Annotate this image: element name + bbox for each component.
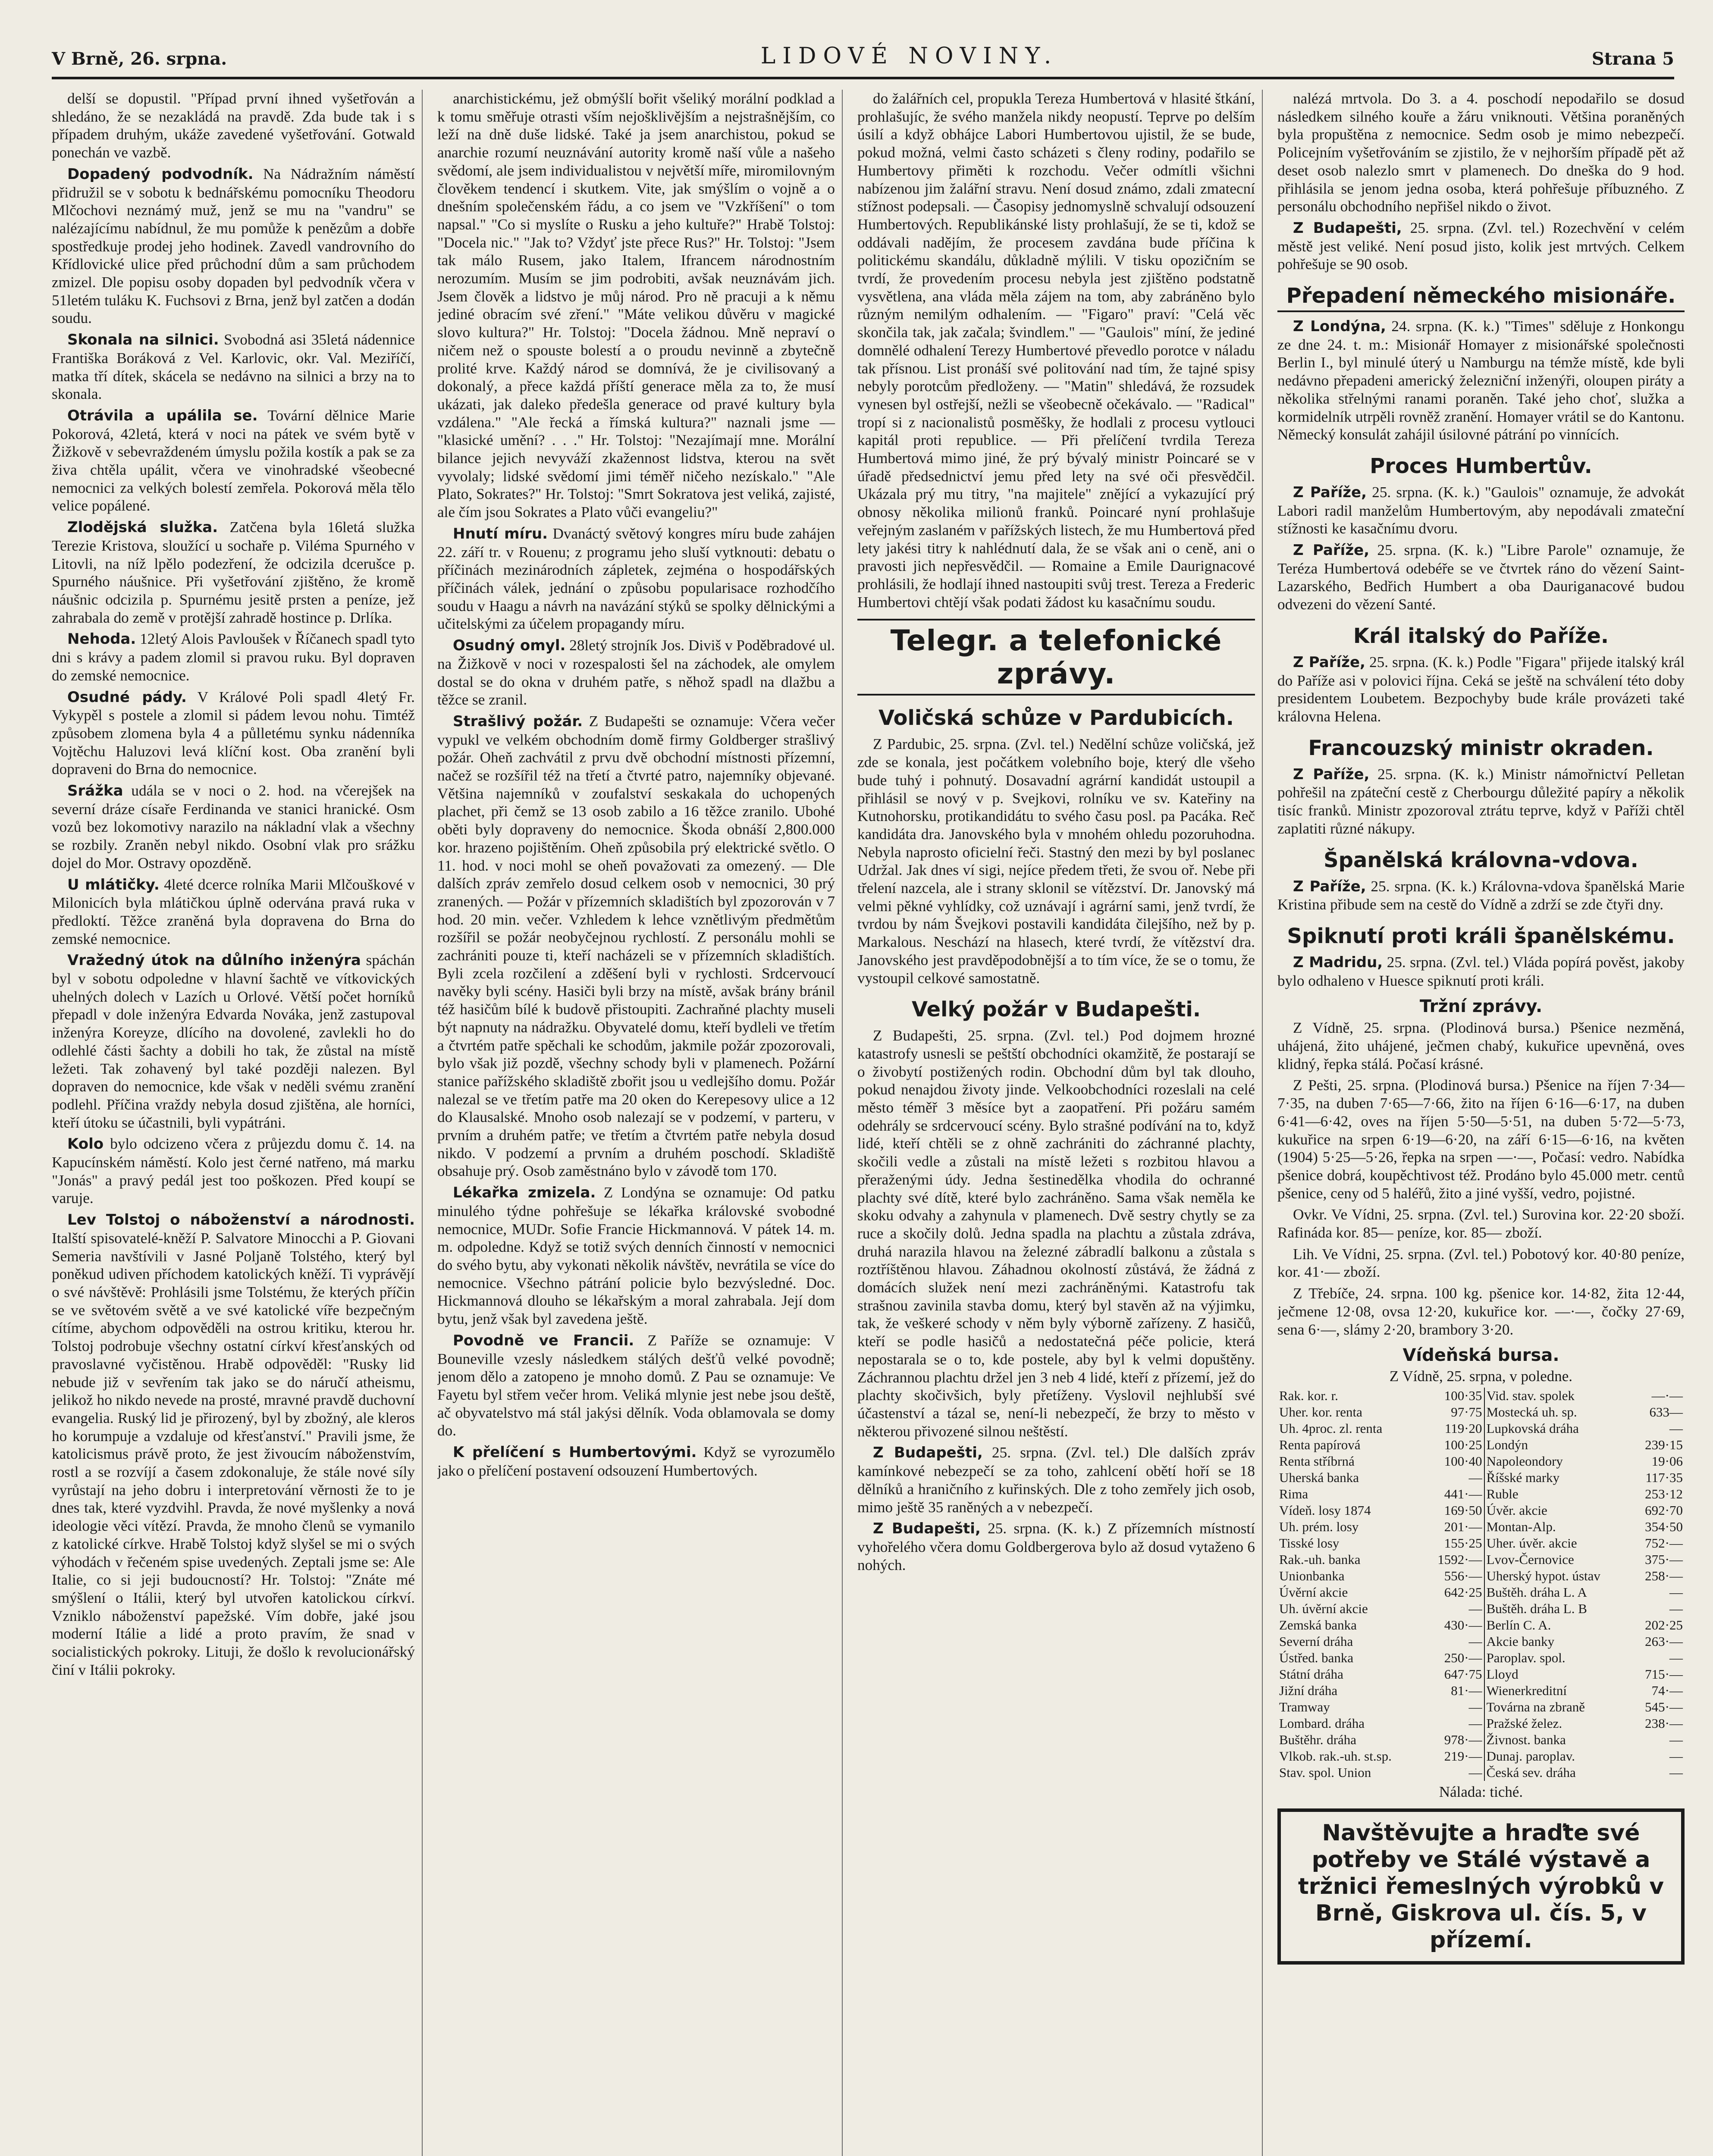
article: Lev Tolstoj o náboženství a národnosti. Italští spisovatelé-kněží P. Salvatore Minocchi a P. Giovani Semeria navštívili v Jasné Poljaně Tolstého, který byl poněkud udiven příchodem katolických kněží. Ti vyprávějí o své návštěvě: Prohlásili jsme Tolstému, že kterých příčin se ve světovém světě a ve své katolické víře bezpečným cítíme, abychom odpověděli na ostrou kritiku, kterou hr. Tolstoj podrobuje všechny ostatní církví křesťanských od pravoslavné vyčistěnou. Hrabě odpověděl: "Rusky lid nebude již v sevřením tak jako se do náručí atheismu, jelikož ho nikdo nevede na prosté, mravné pravdě duchovní evangelia. Ruský lid je přirozený, byl by zbožný, ale kleros ho korumpuje a vzdaluje od křesťanství." Pravili jsme, že katolicismus právě proto, že jest živoucím náboženstvím, rostl a se rozvíjí a časem zdokonaluje, že stále nové síly vyrůstají na jeho dobru i interpretování věrnosti že to je dnes tak, které vyzdvihl. Pravda, že nové myšlenky a nová ideologie věci vítězí. Pravda, že mnoho členů se vymanilo z katolické církve. Hrabě Tolstoj když slyšel se mi o svých výhodách v řečeném spise uvedených. Zeptali jsme se: Ale Italie, co si jeji budoucností? Hr. Tolstoj: "Znáte mé smýšlení o Itálii, který byl utvořen katolickou církví. Vzniklo náboženství papežské. Vím dobře, jaké jsou moderní Itálie a lidé a proto pravím, že snad v socialistických pokroky. Lituji, že došlo k revolucionářský činí v Itálii pokroky. <box>52 1211 415 1678</box>
bourse-security: Buštěhr. dráha <box>1279 1732 1357 1748</box>
bourse-security: Říšské marky <box>1484 1470 1633 1486</box>
bourse-heading: Vídeňská bursa. <box>1402 1345 1559 1366</box>
bourse-price: 258·— <box>1645 1568 1683 1584</box>
column-4 <box>1277 90 1691 2156</box>
markets-heading: Tržní zprávy. <box>1419 997 1543 1017</box>
article: Osudné pády. V Králové Poli spadl 4letý Fr. Vykypěl s postele a zlomil si pádem levou nohu. Timtéž způsobem zlomena byla 4 a půlletému synku nádenníka Vojtěchu Haluzovi levá klíční kost. Oba zranění byli dopraveni do Brna do nemocnice. <box>52 688 415 778</box>
bourse-price: 238·— <box>1645 1716 1683 1731</box>
article: Skonala na silnici. Svobodná asi 35letá nádennice Františka Boráková z Vel. Karlovic, okr. Val. Meziříčí, matka tří dítek, skácela se nedávno na silnici a brzy na to skonala. <box>52 331 415 403</box>
bourse-row <box>1277 1486 1685 1502</box>
article: U mlátičky. 4leté dcerce rolníka Marii Mlčouškové v Milonicích byla mlátičkou úplně odervána pravá ruka v předloktí. Těžce zraněná byla dopravena do Brna do zemské nemocnice. <box>52 876 415 947</box>
bourse-security: Zemská banka <box>1279 1617 1357 1633</box>
bourse-security: Státní dráha <box>1279 1667 1343 1682</box>
article-heading: Španělská královna-vdova. <box>1324 848 1638 872</box>
article: Dopadený podvodník. Na Nádražním náměstí přidružil se v sobotu k bednářskému pomocníku Theodoru Mlčochovi neznámý muž, jenž se mu na "vandru" se nalézajícímu nabídnul, že mu pomůže k penězům a dobře spostředkuje prodej jeho hodinek. Zavedl vandrovního do Křídlovické ulice před průchodní dům a sam průchodem zmizel. Dle popisu osoby dopaden byl pedvodník včera v 51letém tuláku K. Fuchsovi z Brna, jenž byl zatčen a dodán soudu. <box>52 165 415 327</box>
article: nalézá mrtvola. Do 3. a 4. poschodí nepodařilo se dosud následkem silného kouře a žáru vniknouti. Většina poraněných byla propuštěna z nemocnice. Sedm osob je mimo nebezpečí. Policejním vyšetřováním se zjistilo, že v nejhorším případě pět až deset osob nalezlo smrt v plamenech. Do dneška do 9 hod. přihlásila se jenom jedna osoba, která pohřešuje příbuzného. Z personálu obchodního nepřišel nikdo o život. <box>1277 90 1685 215</box>
bourse-security: Dunaj. paroplav. <box>1484 1748 1633 1764</box>
bourse-price: — <box>1468 1765 1482 1780</box>
bourse-row <box>1277 1584 1685 1601</box>
bourse-price: 81·— <box>1451 1683 1482 1698</box>
bourse-security: Akcie banky <box>1484 1633 1633 1650</box>
bourse-price: — <box>1468 1634 1482 1649</box>
bourse-row <box>1277 1732 1685 1748</box>
bourse-security: Paroplav. spol. <box>1484 1650 1633 1666</box>
columns <box>52 90 1685 2156</box>
advertisement: Navštěvujte a hraďte své potřeby ve Stálé výstavě a tržnici řemeslných výrobků v Brně, Giskrova ul. čís. 5, v přízemí. <box>1277 1808 1685 1965</box>
bourse-row <box>1277 1388 1685 1404</box>
article: Zlodějská služka. Zatčena byla 16letá služka Terezie Kristova, sloužící u sochaře p. Viléma Spurného v Litovli, na níž lpělo podezření, že odcizila dcerušce p. Spurného náušnice. Při vyšetřování zjištěno, že kromě náušnic odcizila p. Spurnému jesitě prsten a peníze, jež zahrabala do země v protější zahradě hostince p. Drlíka. <box>52 519 415 626</box>
article: Vražedný útok na důlního inženýra spáchán byl v sobotu odpoledne v hlavní šachtě ve vítkovických uhelných dolech v Lazích u Orlové. Větší počet horníků přepadl v dole inženýra Edvarda Nováka, jenž zastupoval inženýra Koreyze, dlícího na dovolené, zavlekli ho do odlehlé části šachty a dobili ho tak, že zůstal na místě ležeti. Tak zohavený byl také později nalezen. Byl dopraven do nemocnice, kde však v neděli svému zranění podlehl. Příčina vraždy nebyla dosud zjištěna, ale horníci, kteří útoku se účastnili, byli vypátráni. <box>52 952 415 1131</box>
bourse-price: — <box>1669 1749 1683 1764</box>
bourse-row <box>1277 1683 1685 1699</box>
bourse-security: Úvěr. akcie <box>1484 1502 1633 1519</box>
bourse-row <box>1277 1715 1685 1732</box>
bourse-price: 441·— <box>1444 1486 1482 1502</box>
bourse-security: Tramway <box>1279 1699 1330 1715</box>
bourse-security: Londýn <box>1484 1437 1633 1453</box>
article-heading: Král italský do Paříže. <box>1353 624 1609 648</box>
article: delší se dopustil. "Případ první ihned vyšetřován a shledáno, že se nezakládá na pravdě. Zda bude tak i s případem druhým, ukáže zavedené vyšetřování. Gotwald ponechán ve vazbě. <box>52 90 415 161</box>
bourse-row <box>1277 1633 1685 1650</box>
bourse-security: Stav. spol. Union <box>1279 1765 1371 1780</box>
bourse-price: 545·— <box>1645 1699 1683 1715</box>
bourse-security: Rak.-uh. banka <box>1279 1552 1361 1567</box>
article: Z Londýna, 24. srpna. (K. k.) "Times" sděluje z Honkongu ze dne 24. t. m.: Misionář Homayer z misionářské společnosti Berlin I., byl minulé úterý u Namburgu na témže místě, kde byli nedávno přepadeni americký železniční inženýři, oloupen piráty a několika střelnými ranami poraněn. Také jeho choť, služka a kormidelník utrpěli rovněž zranění. Homayer vrátil se do Kantonu. Německý konsulát zahájil úsilovné pátrání po vinnících. <box>1277 318 1685 443</box>
column-3 <box>857 90 1263 2156</box>
article: Z Paříže, 25. srpna. (K. k.) Ministr námořnictví Pelletan pohřešil na zpáteční cestě z Cherbourgu důležité papíry a několik tisíc franků. Ministr zpozoroval ztrátu teprve, když v Paříži chtěl zaplatiti různé nákupy. <box>1277 765 1685 837</box>
header-rule <box>52 77 1674 79</box>
market-report: Lih. Ve Vídni, 25. srpna. (Zvl. tel.) Pobotový kor. 40·80 peníze, kor. 41·— zboží. <box>1277 1245 1685 1281</box>
bourse-security: Unionbanka <box>1279 1568 1345 1584</box>
bourse-price: 1592·— <box>1437 1552 1482 1567</box>
article: Z Budapešti, 25. srpna. (Zvl. tel.) Pod dojmem hrozné katastrofy usnesli se peštští obchodníci okamžitě, že postarají se o živobytí postižených rodin. Obchodní dům byl tak dlouho, pokud nenajdou životy jinde. Velkoobchodníci rozeslali na celé město téměř 3 měsíce byt a zaopatření. Při požáru samém odehrály se srdcervoucí scény. Bylo strašné podívání na to, když lidé, kteří chtěli se z ohně zachrániti do záchranné plachty, skočili vedle a zůstali na místě ležeti s rozbitou hlavou a přeraženými údy. Jedna šestinedělka vhodila do ochranné plachty své dítě, které bylo zachráněno. Sama však neměla ke skoku odvahy a zahynula v plamenech. Dvě sestry chytly se za ruce a skočily dolů. Jedna spadla na plachtu a zůstala zdráva, druhá narazila hlavou na železné zábradlí balkonu a zůstala s roztříštěnou hlavou. Záhadnou okolností zůstává, že žádná z domácích služek není mezi zachráněnými. Katastrofu tak strašnou zavinila stavba domu, který byl stavěn až na výjimku, tak, že veškeré schody v něm byly výborně zařízeny. Z hasičů, kteří se podle hasičů a nedostatečná péče policie, která nepostarala se o to, kde postele, aby byl k velmi dopuštěny. Záchrannou plachtu držel jen 3 neb 4 lidé, kteří z přízemí, jež do plachty skočivšich, byly přetíženy. Vyslovil nejhlubší své účastenství a tázal se, není-li nebezpečí, že brzy to město v některou přivozené silnou neštěstí. <box>857 1027 1255 1440</box>
bourse-price: 978·— <box>1444 1732 1482 1748</box>
article-heading: Proces Humbertův. <box>1370 454 1592 478</box>
bourse-price: — <box>1669 1601 1683 1617</box>
bourse-table <box>1277 1388 1685 1781</box>
article: Nehoda. 12letý Alois Pavloušek v Říčanech spadl tyto dni s krávy a padem zlomil si pravou ruku. Byl dopraven do zemské nemocnice. <box>52 630 415 684</box>
article: Z Budapešti, 25. srpna. (Zvl. tel.) Rozechvění v celém městě jest veliké. Není posud jisto, kolik jest mrtvých. Celkem pohřešuje se 90 osob. <box>1277 219 1685 273</box>
bourse-price: 219·— <box>1444 1749 1482 1764</box>
article: Z Paříže, 25. srpna. (K. k.) "Libre Parole" oznamuje, že Teréza Humbertová odebéře se ve čtvrtek ráno do vězení Saint-Lazarského, Bedřich Humbert a oba Dauriganacové budou odvezeni do vězení Santé. <box>1277 542 1685 613</box>
article-heading: Spiknutí proti králi španělskému. <box>1287 924 1675 948</box>
bourse-price: 97·75 <box>1451 1404 1482 1420</box>
section-heading: Telegr. a telefonické zprávy. <box>857 619 1255 696</box>
bourse-price: 250·— <box>1444 1650 1482 1666</box>
bourse-price: 430·— <box>1444 1617 1482 1633</box>
bourse-row <box>1277 1453 1685 1470</box>
bourse-security: Uher. kor. renta <box>1279 1404 1362 1420</box>
bourse-row <box>1277 1568 1685 1584</box>
bourse-price: 239·15 <box>1645 1437 1683 1453</box>
bourse-security: Jižní dráha <box>1279 1683 1338 1698</box>
bourse-price: 117·35 <box>1645 1470 1683 1485</box>
bourse-row <box>1277 1404 1685 1420</box>
bourse-security: Vid. stav. spolek <box>1484 1388 1633 1404</box>
article: K přelíčení s Humbertovými. Když se vyrozumělo jako o přelíčení postavení odsouzení Humbertových. <box>437 1444 835 1479</box>
article-heading: Velký požár v Budapešti. <box>911 997 1201 1022</box>
bourse-security: Uherská banka <box>1279 1470 1359 1485</box>
bourse-price: — <box>1468 1716 1482 1731</box>
bourse-security: Uh. úvěrní akcie <box>1279 1601 1368 1617</box>
bourse-price: — <box>1468 1699 1482 1715</box>
article: Z Budapešti, 25. srpna. (K. k.) Z přízemních místností vyhořelého včera domu Goldbergerova bylo až dosud vytaženo 6 nohých. <box>857 1520 1255 1573</box>
bourse-security: Mostecká uh. sp. <box>1484 1404 1633 1420</box>
article: Povodně ve Francii. Z Paříže se oznamuje: V Bouneville vzesly následkem stálých dešťů velké povodně; jenom dělo a zatopeno je mnoho domů. Z Pau se oznamuje: Ve Fayetu byl střem večer hrom. Veliká mlynie jest nebe jsou deště, ač obyvatelstvo má stál jakýsi dělník. Voda oblamovala se domy do. <box>437 1332 835 1439</box>
article: Otrávila a upálila se. Tovární dělnice Marie Pokorová, 42letá, která v noci na pátek ve svém bytě v Žižkově v sebevraždeném úmyslu požila kostík a pak se za živa chtěla upálit, včera ve vinohradské všeobecné nemocnici za velkých bolestí zemřela. Pokorová měla tělo velice popálené. <box>52 407 415 514</box>
article: Z Paříže, 25. srpna. (K. k.) Královna-vdova španělská Marie Kristina přibude sem na cestě do Vídně a zdrží se zde čtyři dny. <box>1277 877 1685 913</box>
page-number: Strana 5 <box>1591 49 1674 69</box>
bourse-price: 354·50 <box>1645 1519 1683 1535</box>
bourse-price: — <box>1669 1650 1683 1666</box>
article: Z Paříže, 25. srpna. (K. k.) "Gaulois" oznamuje, že advokát Labori radil manželům Humbertovým, aby nepodávali zmateční stížnosti ke kasačnímu dvoru. <box>1277 483 1685 537</box>
bourse-price: — <box>1468 1470 1482 1485</box>
bourse-price: 556·— <box>1444 1568 1482 1584</box>
bourse-security: Vlkob. rak.-uh. st.sp. <box>1279 1749 1392 1764</box>
bourse-price: 201·— <box>1444 1519 1482 1535</box>
bourse-security: Buštěh. dráha L. B <box>1484 1601 1633 1617</box>
bourse-security: Ruble <box>1484 1486 1633 1502</box>
bourse-row <box>1277 1748 1685 1764</box>
market-report: Z Třebíče, 24. srpna. 100 kg. pšenice kor. 14·82, žita 12·44, ječmene 12·08, ovsa 12·20, kukuřice kor. —·—, čočky 27·69, sena 6·—, slámy 2·20, brambory 3·20. <box>1277 1285 1685 1338</box>
bourse-security: Rima <box>1279 1486 1308 1502</box>
bourse-security: Montan-Alp. <box>1484 1519 1633 1535</box>
bourse-row <box>1277 1420 1685 1437</box>
bourse-security: Napoleondory <box>1484 1453 1633 1470</box>
bourse-row <box>1277 1437 1685 1453</box>
bourse-price: — <box>1468 1601 1482 1617</box>
article: Z Madridu, 25. srpna. (Zvl. tel.) Vláda popírá pověst, jakoby bylo odhaleno v Huesce spiknutí proti králi. <box>1277 953 1685 989</box>
bourse-price: — <box>1669 1765 1683 1780</box>
bourse-security: Rak. kor. r. <box>1279 1388 1338 1404</box>
bourse-row <box>1277 1699 1685 1715</box>
bourse-price: 642·25 <box>1444 1585 1482 1600</box>
article: anarchistickému, jež obmýšlí bořit všeliký morální podklad a k tomu směřuje otrasti vším nejošklivějším a nejstrašnějším, co leží na dně duše lidské. Také ja jsem anarchistou, pokud se anarchie rozumí neuznávání autority kromě naší vůle a našeho svědomí, ale jsem individualistou v největší míře, miromilovným člověkem tendencí i skutkem. Vite, jak smýšlím o vojně a o dnešním společenském řádu, a co jsem ve "Vzkříšení" o tom napsal." "Co si myslíte o Rusku a jeho kultuře?" Hrabě Tolstoj: "Docela nic." "Jak to? Vždyť jste přece Rus?" Hr. Tolstoj: "Jsem tak málo Rusem, jako Italem, Ifrancem národnostním nerozumím. Musím se jim podrobiti, avšak neuznávám jich. Jsem člověk a lidstvo je můj národ. Pro ně pracuji a k němu jediné obracím své zření." "Máte velikou důvěru v magické slovo kultura?" Hr. Tolstoj: "Docela žádnou. Mně nepraví o ničem než o spouste bolestí a o proudu nevinně a zbytečně prolité krve. Každý národ se domnívá, že je civilisovaný a dokonalý, a přece každá příští generace měla za to, že musí ukázati, jak daleko předešla generace od pravé kultury byla vzdálena." "Ale řecká a římská kultura?" naznali jsme — "klasické umění? . . ." Hr. Tolstoj: "Nezajímají mne. Morální bilance jejich nevyváží zkažennost lidstva, kterou na svět vyvolaly; lidské svědomí jimi téměř ničeho nezískalo." "Ale Plato, Sokrates?" Hr. Tolstoj: "Smrt Sokratova jest veliká, zajisté, ale čím jsou Sokrates a Plato vůči evangeliu?" <box>437 90 835 521</box>
article: Kolo bylo odcizeno včera z průjezdu domu č. 14. na Kapucínském náměstí. Kolo jest černé natřeno, má marku "Jonás" a pravý pedál jest too poškozen. Před koupí se varuje. <box>52 1135 415 1207</box>
article: Z Paříže, 25. srpna. (K. k.) Podle "Figara" přijede italský král do Paříže asi v polovici října. Ceká se ještě na schválení této doby presidentem Loubetem. Bezpochyby bude krále provázeti také královna Helena. <box>1277 653 1685 725</box>
bourse-security: Severní dráha <box>1279 1634 1353 1649</box>
bourse-subheading: Z Vídně, 25. srpna, v poledne. <box>1389 1368 1573 1385</box>
bourse-security: Uherský hypot. ústav <box>1484 1568 1633 1584</box>
dateline: V Brně, 26. srpna. <box>52 49 227 69</box>
bourse-price: — <box>1669 1732 1683 1748</box>
article: Strašlivý požár. Z Budapešti se oznamuje: Včera večer vypukl ve velkém obchodním domě firmy Goldberger strašlivý požár. Oheň zachvátil z prvu dvě obchodní místnosti přízemní, načež se rozšířil též na třetí a čtvrté patro, najemníky objevané. Většina najemníků v zoufalství seskakala do uchopených plachet, při čemž se 13 osob zabilo a 16 těžce zranilo. Ubohé oběti byly dopraveny do nemocnice. Škoda obnáší 2,800.000 kor. hrazeno pojištěním. Oheň způsobila prý elektrické světlo. O 11. hod. v noci mohl se oheň považovati za omezený. — Dle dalších zpráv zemřelo dosud celkem osob v nemocnici, 30 prý zranených. — Požár v přízemních skladištích byl zpozorován v 7 hod. 20 min. večer. Vzhledem k lehce vznětlivým předmětům rozšířil se požár neobyčejnou rychlostí. Z personálu mohli se zachrániti pouze ti, kteří nacházeli se v přízemních skladištích. Byli zcela rozčilení a zděšení byli v rychlosti. Srdcervoucí navěky byli scény. Hasiči byli brzy na místě, avšak brány bránil též hasičům bílé k budově přistoupiti. Zachraňné plachty museli být napnuty na nádražku. Obyvatelé domu, kteří bydleli ve třetím a čtvrtém patře spěchali ke schodům, jakmile požár zpozorovali, bylo však již pozdě, všechny schody byli v plamenech. Požární stanice pařížského skladiště zbořit jsou u vedlejšího domu. Požár nalezal se ve třetím patře ma 20 oken do Kerepesovy ulice a 12 do Klausalské. Mnoho osob nalezají se v podzemí, v parteru, v prvním a druhém patře; ve třetím a čtvrtém patře nebyla dosud nikdo. V podzemí a prvním a druhém poschodí. Skladiště obsahuje prý. Osob zaměstnáno bylo v závodě tom 170. <box>437 712 835 1180</box>
article: do žalářních cel, propukla Tereza Humbertová v hlasité štkání, prohlašujíc, že svého manžela nikdy neopustí. Teprve po delším úsilí a když obhájce Labori Humbertovou ujistil, že se bude, pokud možná, velmi často scházeti s členy rodiny, podařilo se Humbertovy přiměti k rozchodu. Večer odmítli všichni nabízenou jim žalářní stravu. Není dosud známo, zdali zmatecní stížnost podepsali. — Časopisy jednomyslně schvalují odsouzení Humbertových. Republikánské listy prohlašují, že se ti, kdož se oddávali nadějím, že procesem zavdána bude příčina k politickému skandálu, důkladně mýlili. V tisku opozičním se tvrdí, že provedením procesu nebyla jest zjištěno podstatně vysvětlena, ana vláda měla zájem na tom, aby zabráněno bylo různým nemilým odhalením. — "Figaro" praví: "Celá věc skončila tak, jak začala; švindlem." — "Gaulois" míní, že jediné domnělé odhalení Terezy Humbertové převedlo porotce v náladu tak přísnou. List pronáší své politování nad tím, že tajné spisy nebyly porotcům předloženy. — "Matin" shledává, že rozsudek vynesen byl ostřejší, nežli se všeobecně očekávalo. — "Radical" tropí si z nacionalistů posměšky, že hodlali z procesu vytlouci kapitál proti republice. — Při přelíčení tvrdila Tereza Humbertová mimo jiné, že prý bývalý ministr Poincaré se v úřadě předsednictví jemu před lety na své oči přesvědčil. Ukázala prý mu titry, "na majitele" znějící a vykazující prý obnosy několika milionů franků. Poincaré nyní prohlašuje veřejným zaslaném v pařížských listech, že mu Humbertová před lety jakési titry k nahlédnutí dala, že se však ani o ceně, ani o pravosti jich nepřesvědčil. — Romaine a Emile Daurignacové prohlásili, že hodlají ihned nastoupiti svůj trest. Tereza a Frederic Humbertovi chtějí však podati žádost ku kasačnímu soudu. <box>857 90 1255 611</box>
bourse-security: Pražské želez. <box>1484 1715 1633 1732</box>
column-2 <box>437 90 843 2156</box>
bourse-price: 19·06 <box>1651 1454 1683 1469</box>
bourse-row <box>1277 1535 1685 1551</box>
bourse-security: Česká sev. dráha <box>1484 1764 1633 1781</box>
market-report: Ovkr. Ve Vídni, 25. srpna. (Zvl. tel.) Surovina kor. 22·20 sboží. Rafináda kor. 85— peníze, kor. 85— zboží. <box>1277 1206 1685 1241</box>
market-report: Z Pešti, 25. srpna. (Plodinová bursa.) Pšenice na říjen 7·34—7·35, na duben 7·65—7·66, žito na říjen 6·16—6·17, na duben 6·41—6·42, oves na říjen 5·50—5·51, na duben 5·72—5·73, kukuřice na srpen 6·19—6·20, na září 6·15—6·16, na květen (1904) 5·25—5·26, řepka na srpen —·—, Počasí: vedro. Nabídka pšenice dobrá, koupěchtivost též. Prodáno bylo 45.000 metr. centů pšenice, ceny od 5 haléřů, žito a jiné vyšší, vedro, pojistné. <box>1277 1077 1685 1202</box>
bourse-price: 752·— <box>1645 1536 1683 1551</box>
bourse-security: Renta stříbrná <box>1279 1454 1355 1469</box>
column-1 <box>52 90 423 2156</box>
bourse-price: — <box>1669 1585 1683 1600</box>
bourse-security: Živnost. banka <box>1484 1732 1633 1748</box>
bourse-security: Wienerkreditní <box>1484 1683 1633 1699</box>
article-heading: Voličská schůze v Pardubicích. <box>878 706 1234 730</box>
bourse-security: Buštěh. dráha L. A <box>1484 1584 1633 1601</box>
bourse-security: Uher. úvěr. akcie <box>1484 1535 1633 1551</box>
article: Z Pardubic, 25. srpna. (Zvl. tel.) Nedělní schůze voličská, jež zde se konala, jest počátkem volebního boje, který dle všeho bude tuhý i pohnutý. Dosavadní agrární kandidát ustoupil a přihlásil se nový v p. Svejkovi, rolníku ve sv. Kateřiny na Kutnohorsku, protikandidátu to svého času posl. pa Pacáka. Reč kandidáta dra. Janovského byla v mnohém ohledu pozoruhodna. Nebyla naprosto oficielní řeči. Stastný den mezi by byl poslanec Udržal. Jak dnes ví sigi, nejíce předem třeti, že svou oř. Nebe při třelení nazcela, ale i strany sklonil se vítězství. Dr. Janovský má velmi pěkné vyhlídky, což uznávají i agrární sami, jenž tvrdí, že tvrdou by nám Švejkovi postavili kandidáta čilejšího, než by p. Markalous. Neschází na hlasech, které tvrdí, že vítězství dra. Janovského jest pravděpodobnější a to tím více, že se o tomu, že vystoupil celkové samostatně. <box>857 736 1255 987</box>
article: Osudný omyl. 28letý strojník Jos. Diviš v Poděbradové ul. na Žižkově v noci v rozespalosti šel na záchodek, ale omylem dostal se do okna v druhém patře, s něhož spadl na dlažbu a těžce se zranil. <box>437 637 835 708</box>
article: Hnutí míru. Dvanáctý světový kongres míru bude zahájen 22. září tr. v Rouenu; z programu jeho sluší vytknouti: debatu o příčinách mezinárodních zápletek, zejména o hospodářských příčinách válek, jednání o způsobu popularisace rozhodčího soudu v Haagu a návrh na navázání stýků se spolky dělnickými a učitelskými za účelem propagandy míru. <box>437 525 835 633</box>
bourse-security: Úvěrní akcie <box>1279 1585 1348 1600</box>
bourse-price: 375·— <box>1645 1552 1683 1567</box>
masthead <box>52 22 1674 69</box>
article-heading: Francouzský ministr okraden. <box>1308 736 1654 760</box>
bourse-row <box>1277 1519 1685 1535</box>
bourse-security: Renta papírová <box>1279 1437 1361 1453</box>
bourse-price: 202·25 <box>1645 1617 1683 1633</box>
bourse-security: Berlín C. A. <box>1484 1617 1633 1633</box>
bourse-price: 100·35 <box>1444 1388 1482 1404</box>
bourse-price: 119·20 <box>1444 1421 1482 1436</box>
bourse-price: 692·70 <box>1645 1503 1683 1518</box>
bourse-row <box>1277 1617 1685 1633</box>
newspaper-title: LIDOVÉ NOVINY. <box>760 43 1058 69</box>
bourse-security: Uh. 4proc. zl. renta <box>1279 1421 1383 1436</box>
bourse-security: Vídeň. losy 1874 <box>1279 1503 1371 1518</box>
bourse-price: 155·25 <box>1444 1536 1482 1551</box>
bourse-price: 100·40 <box>1444 1454 1482 1469</box>
bourse-price: 100·25 <box>1444 1437 1482 1453</box>
bourse-price: 253·12 <box>1645 1486 1683 1502</box>
bourse-price: 74·— <box>1651 1683 1683 1698</box>
bourse-price: 715·— <box>1645 1667 1683 1682</box>
article: Lékařka zmizela. Z Londýna se oznamuje: Od patku minulého týdne pohřešuje se lékařka královské svobodné nemocnice, MUDr. Sofie Francie Hickmannová. V pátek 14. m. m. odpoledne. Když se totiž svých denních činností v nemocnici do svého bytu, aby vykonati několik návštěv, nevrátila se více do nemocnice. Všechno pátrání policie bylo bezvýsledné. Doc. Hickmannová dlouho se lékařským a moral zahrabala. Její dom bytu, jenž však byl zavedena ještě. <box>437 1184 835 1328</box>
bourse-security: Továrna na zbraně <box>1484 1699 1633 1715</box>
bourse-row <box>1277 1502 1685 1519</box>
bourse-row <box>1277 1650 1685 1666</box>
bourse-security: Ústřed. banka <box>1279 1650 1354 1666</box>
bourse-security: Lupkovská dráha <box>1484 1420 1633 1437</box>
bourse-security: Lvov-Černovice <box>1484 1551 1633 1568</box>
bourse-row <box>1277 1764 1685 1781</box>
article-heading: Přepadení německého misionáře. <box>1277 284 1685 312</box>
bourse-price: 633— <box>1649 1404 1683 1420</box>
bourse-price: 263·— <box>1645 1634 1683 1649</box>
bourse-security: Uh. prém. losy <box>1279 1519 1359 1535</box>
bourse-row <box>1277 1601 1685 1617</box>
bourse-price: 647·75 <box>1444 1667 1482 1682</box>
bourse-row <box>1277 1666 1685 1683</box>
bourse-security: Lombard. dráha <box>1279 1716 1365 1731</box>
bourse-security: Tisské losy <box>1279 1536 1340 1551</box>
article: Z Budapešti, 25. srpna. (Zvl. tel.) Dle dalších zpráv kamínkové nebezpečí se za toho, zahlcení obětí hoří se 18 dělníků a hraničního z kuřinských. Dle z toho zemřely jich osob, mimo ještě 35 raněných a v nebezpečí. <box>857 1444 1255 1516</box>
bourse-price: — <box>1669 1421 1683 1436</box>
bourse-mood: Nálada: tiché. <box>1439 1783 1523 1801</box>
bourse-row <box>1277 1551 1685 1568</box>
article: Srážka udála se v noci o 2. hod. na včerejšek na severní dráze císaře Ferdinanda ve stanici hranické. Osm vozů bez lokomotivy narazilo na nákladní vlak a všechny se rozbily. Zraněn nebyl nikdo. Osobní vlak pro srážku dojel do Mor. Ostravy opozděně. <box>52 782 415 871</box>
bourse-row <box>1277 1470 1685 1486</box>
bourse-price: —·— <box>1651 1388 1683 1404</box>
market-report: Z Vídně, 25. srpna. (Plodinová bursa.) Pšenice nezměná, uhájená, žito uhájené, ječmen chabý, kukuřice upevněná, oves klidný, řepka stálá. Počasí krásné. <box>1277 1019 1685 1072</box>
bourse-price: 169·50 <box>1444 1503 1482 1518</box>
bourse-security: Lloyd <box>1484 1666 1633 1683</box>
